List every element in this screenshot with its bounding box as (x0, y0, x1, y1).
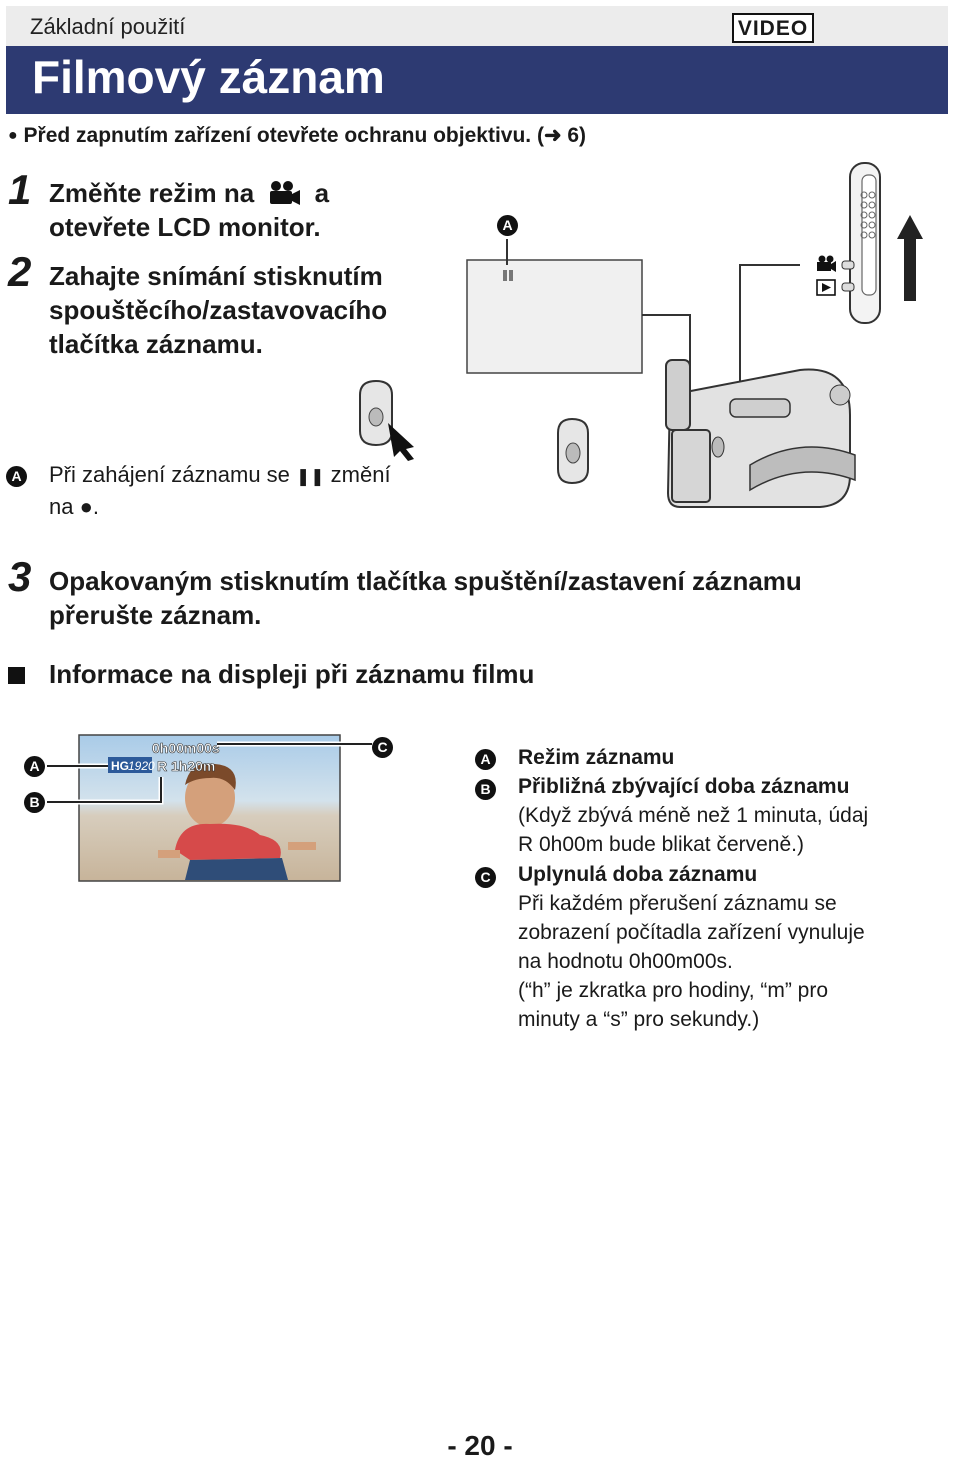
note-a-line2-prefix: na (49, 494, 74, 519)
record-button-icon (558, 419, 588, 483)
mode-hg-text: HG (111, 759, 129, 773)
desc-b (518, 772, 868, 859)
playback-mode-icon (817, 280, 835, 295)
step-2-line2: spouštěcího/zastavovacího (49, 295, 388, 325)
step-1-line2: otevřete LCD monitor. (49, 212, 321, 242)
step-1-line1: Změňte režim na (49, 178, 255, 208)
page-title: Filmový záznam (32, 51, 385, 103)
step-3-line1: Opakovaným stisknutím tlačítka spuštění/zastavení záznamu (49, 566, 802, 596)
mode-res-text: 1920 (128, 759, 155, 773)
heading-square-icon (8, 667, 25, 684)
recording-screen-illustration (20, 730, 410, 890)
desc-c-marker: C (475, 867, 496, 888)
intro-text: Před zapnutím zařízení otevřete ochranu objektivu. (➜ 6) (23, 124, 587, 147)
remaining-time-readout: R 1h20m (157, 758, 216, 774)
desc-a-title: Režim záznamu (518, 746, 675, 769)
pause-symbol: ❚❚ (296, 467, 325, 486)
desc-c-line-4: (“h” je zkratka pro hodiny, “m” pro (518, 979, 829, 1002)
desc-c-line-5: minuty a “s” pro sekundy.) (518, 1008, 760, 1031)
diagram-marker-a: A (497, 215, 518, 236)
screen-marker-a: A (24, 756, 45, 777)
elapsed-time-readout: 0h00m00s (152, 740, 220, 756)
desc-a (518, 743, 674, 772)
lcd-preview-screen (467, 260, 642, 373)
desc-c-title: Uplynulá doba záznamu (518, 863, 758, 886)
step-1-line1-suffix: a (314, 178, 330, 208)
desc-c (518, 860, 865, 1034)
desc-a-marker: A (475, 749, 496, 770)
screen-marker-b: B (24, 792, 45, 813)
video-badge: VIDEO (732, 13, 814, 43)
record-symbol: ● (79, 494, 93, 519)
movie-mode-icon (817, 256, 836, 273)
intro-bullet (8, 123, 586, 148)
desc-c-line-2: zobrazení počítadla zařízení vynuluje (518, 921, 865, 944)
up-arrow-icon (897, 215, 923, 301)
movie-camera-icon (267, 180, 301, 206)
pause-indicator-right (509, 270, 513, 281)
desc-b-marker: B (475, 779, 496, 800)
desc-b-title: Přibližná zbývající doba záznamu (518, 775, 850, 798)
note-a-text (49, 460, 391, 522)
info-heading: Informace na displeji při záznamu filmu (49, 659, 535, 689)
step-3-line2: přerušte záznam. (49, 600, 262, 630)
step-2-number: 2 (8, 248, 32, 295)
note-a-period: . (92, 494, 100, 519)
camcorder-body (666, 360, 855, 507)
step-3-number: 3 (8, 553, 32, 600)
step-3-text (49, 564, 802, 632)
note-a-prefix: Při zahájení záznamu se (49, 462, 290, 487)
screen-marker-c: C (372, 737, 393, 758)
section-name: Základní použití (30, 14, 186, 39)
note-a-marker: A (6, 466, 27, 487)
desc-c-line-3: na hodnotu 0h00m00s. (518, 950, 733, 973)
bullet-dot: ● (8, 127, 18, 144)
page-number: - 20 - (447, 1430, 513, 1461)
desc-c-line-1: Při každém přerušení záznamu se (518, 892, 837, 915)
step-2-text (49, 259, 387, 361)
camcorder-illustration (350, 155, 940, 525)
desc-b-line-1: (Když zbývá méně než 1 minuta, údaj (518, 804, 869, 827)
step-2-line1: Zahajte snímání stisknutím (49, 261, 383, 291)
record-button-press-icon (360, 381, 414, 461)
note-a-middle: změní (330, 462, 391, 487)
step-1-text (49, 176, 329, 244)
pause-indicator-left (503, 270, 507, 281)
step-1-number: 1 (8, 166, 32, 213)
desc-b-line-2: R 0h00m bude blikat červeně.) (518, 833, 804, 856)
step-2-line3: tlačítka záznamu. (49, 329, 263, 359)
